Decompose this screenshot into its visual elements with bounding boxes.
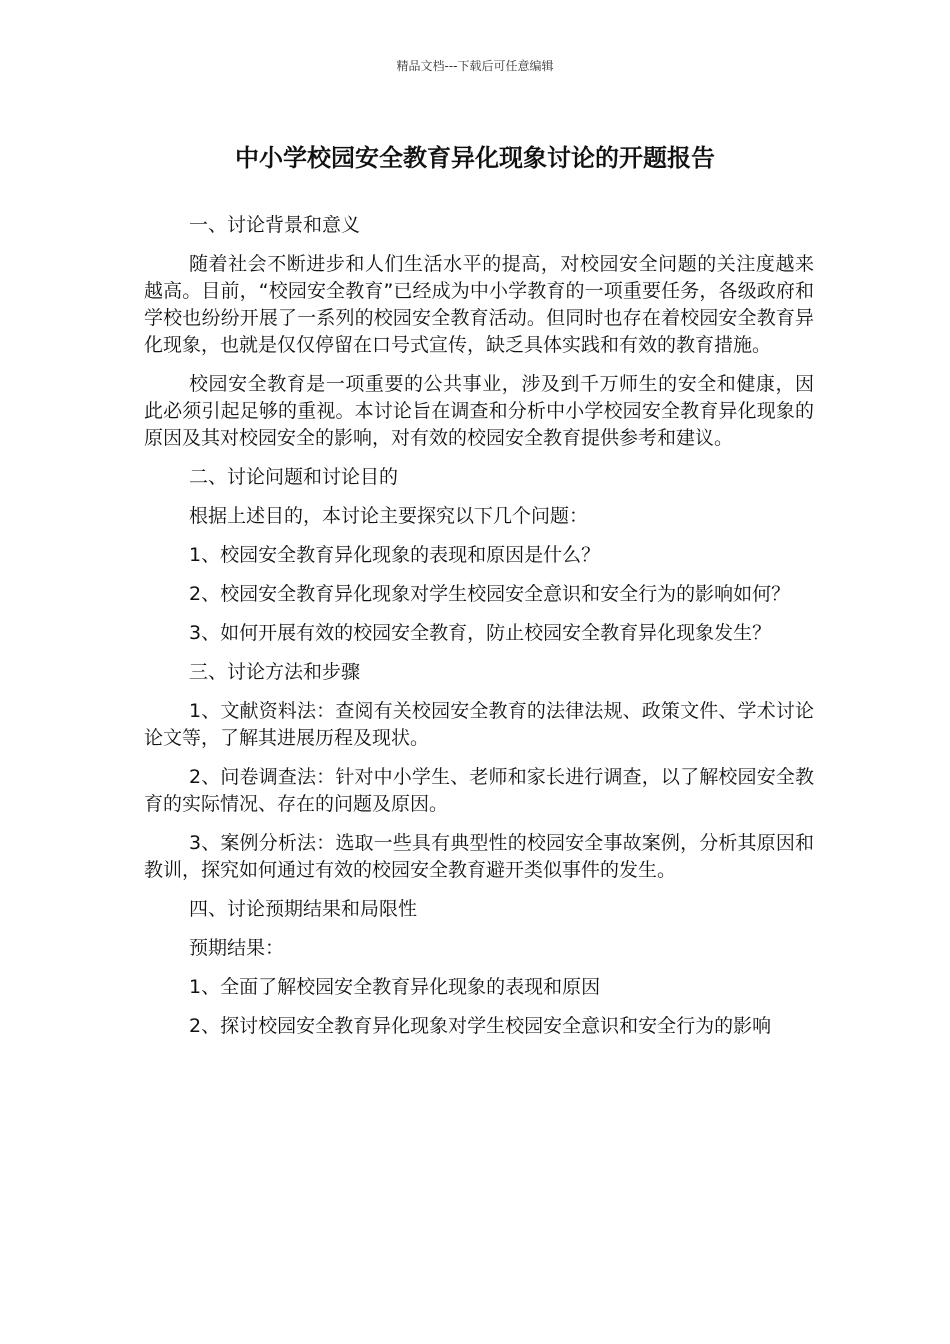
- section-2-question-3: 3、如何开展有效的校园安全教育，防止校园安全教育异化现象发生？: [189, 622, 772, 644]
- section-1-heading: 一、讨论背景和意义: [189, 214, 361, 236]
- section-4-subheading: 预期结果：: [189, 937, 285, 959]
- section-1-paragraph-2: 校园安全教育是一项重要的公共事业，涉及到千万师生的安全和健康，因此必须引起足够的重视。本讨论旨在调查和分析中小学校园安全教育异化现象的原因及其对校园安全的影响，对有效的校园安全教育提供参考和建议。: [144, 373, 814, 449]
- section-2-question-2: 2、校园安全教育异化现象对学生校园安全意识和安全行为的影响如何？: [189, 583, 791, 605]
- section-4-result-1: 1、全面了解校园安全教育异化现象的表现和原因: [189, 976, 601, 998]
- document-body: [144, 212, 814, 1052]
- header-note: 精品文档---下载后可任意编辑: [396, 59, 554, 73]
- section-2-question-1: 1、校园安全教育异化现象的表现和原因是什么？: [189, 544, 601, 566]
- section-4-heading: 四、讨论预期结果和局限性: [189, 898, 418, 920]
- section-4-result-2: 2、探讨校园安全教育异化现象对学生校园安全意识和安全行为的影响: [189, 1015, 772, 1037]
- section-3-method-1: 1、文献资料法：查阅有关校园安全教育的法律法规、政策文件、学术讨论论文等，了解其进展历程及现状。: [144, 700, 814, 749]
- section-3-method-2: 2、问卷调查法：针对中小学生、老师和家长进行调查，以了解校园安全教育的实际情况、存在的问题及原因。: [144, 766, 814, 815]
- section-3-method-3: 3、案例分析法：选取一些具有典型性的校园安全事故案例，分析其原因和教训，探究如何通过有效的校园安全教育避开类似事件的发生。: [144, 832, 814, 881]
- document-title: 中小学校园安全教育异化现象讨论的开题报告: [235, 144, 715, 172]
- section-2-heading: 二、讨论问题和讨论目的: [189, 466, 399, 488]
- section-2-intro: 根据上述目的，本讨论主要探究以下几个问题：: [189, 505, 589, 527]
- section-3-heading: 三、讨论方法和步骤: [189, 661, 361, 683]
- section-1-paragraph-1: 随着社会不断进步和人们生活水平的提高，对校园安全问题的关注度越来越高。目前，“校园安全教育”已经成为中小学教育的一项重要任务，各级政府和学校也纷纷开展了一系列的校园安全教育活动。但同时也存在着校园安全教育异化现象，也就是仅仅停留在口号式宣传，缺乏具体实践和有效的教育措施。: [144, 253, 814, 356]
